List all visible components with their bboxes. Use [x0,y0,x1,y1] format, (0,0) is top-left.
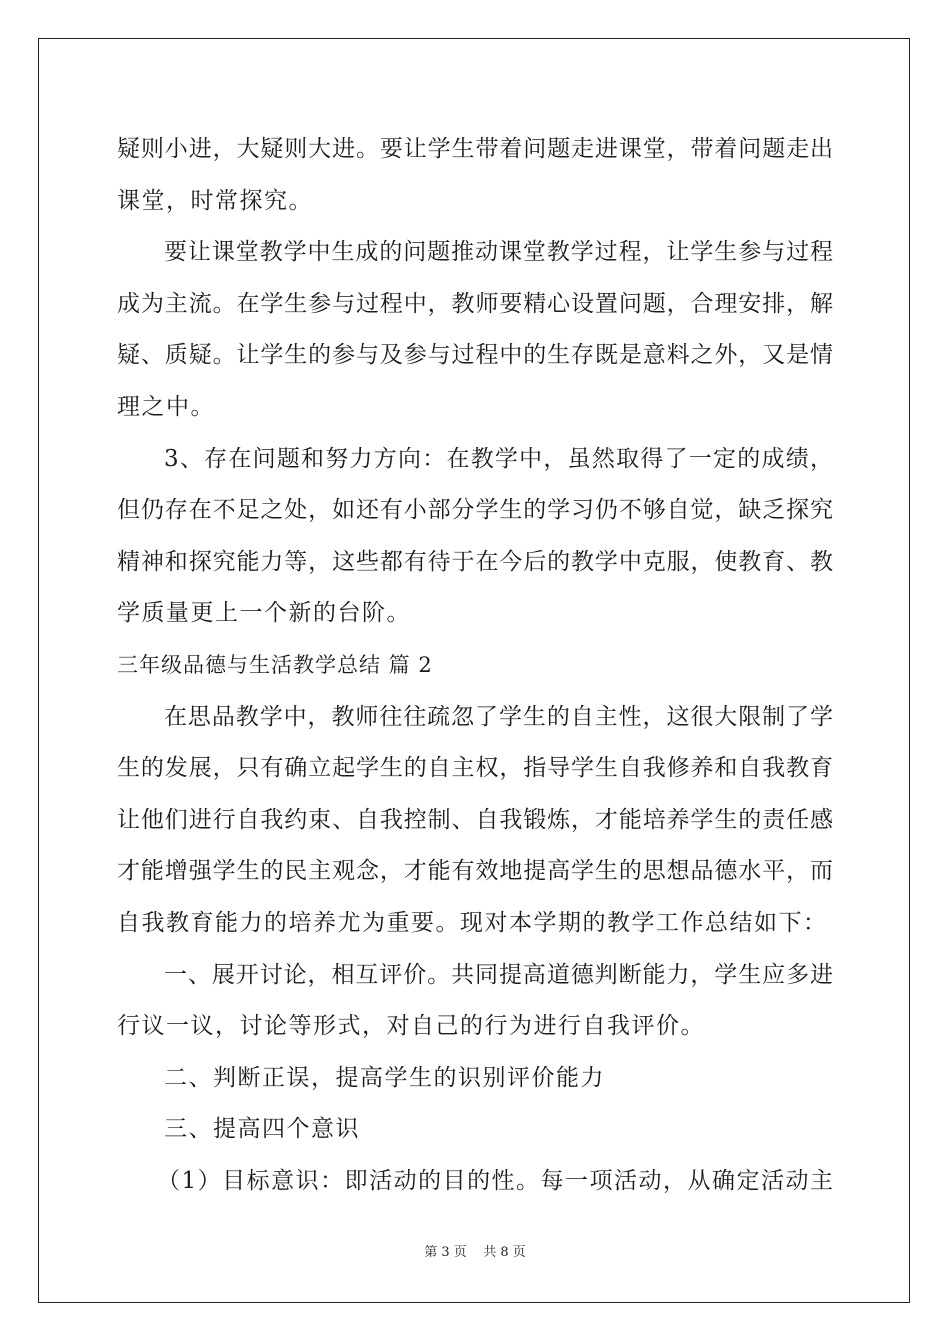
page-number-footer [0,1241,950,1260]
text-line: 才能增强学生的民主观念，才能有效地提高学生的思想品德水平，而 [117,858,833,885]
text-line: 课堂，时常探究。 [117,187,313,214]
section-heading: 三年级品德与生活教学总结 篇 2 [117,652,433,677]
document-body [117,127,833,1210]
paragraph-first-line: 二、判断正误，提高学生的识别评价能力 [164,1064,605,1091]
text-line: 但仍存在不足之处，如还有小部分学生的学习仍不够自觉，缺乏探究 [117,497,833,524]
paragraph-first-line: 3、存在问题和努力方向：在教学中，虽然取得了一定的成绩， [164,445,833,472]
text-line: 疑则小进，大疑则大进。要让学生带着问题走进课堂，带着问题走出 [117,136,833,162]
paragraph-first-line: 三、提高四个意识 [164,1116,360,1143]
text-line: 自我教育能力的培养尤为重要。现对本学期的教学工作总结如下： [117,909,828,936]
text-line: 精神和探究能力等，这些都有待于在今后的教学中克服，使教育、教 [117,548,833,575]
text-line: 学质量更上一个新的台阶。 [117,600,411,627]
paragraph-first-line: 一、展开讨论，相互评价。共同提高道德判断能力，学生应多进 [164,961,833,988]
paragraph-first-line: 在思品教学中，教师往往疏忽了学生的自主性，这很大限制了学 [164,703,833,730]
paragraph-first-line: 要让课堂教学中生成的问题推动课堂教学过程，让学生参与过程 [164,239,833,266]
text-line: 行议一议，讨论等形式，对自己的行为进行自我评价。 [117,1013,705,1040]
text-line: 理之中。 [117,393,215,420]
paragraph-first-line: （1）目标意识：即活动的目的性。每一项活动，从确定活动主 [157,1167,833,1194]
text-line: 让他们进行自我约束、自我控制、自我锻炼，才能培养学生的责任感 [117,806,833,833]
text-line: 成为主流。在学生参与过程中，教师要精心设置问题，合理安排，解 [117,290,833,317]
page-number-text: 第 3 页 共 8 页 [424,1245,526,1260]
text-line: 疑、质疑。让学生的参与及参与过程中的生存既是意料之外，又是情 [117,342,833,369]
text-line: 生的发展，只有确立起学生的自主权，指导学生自我修养和自我教育 [117,755,833,782]
